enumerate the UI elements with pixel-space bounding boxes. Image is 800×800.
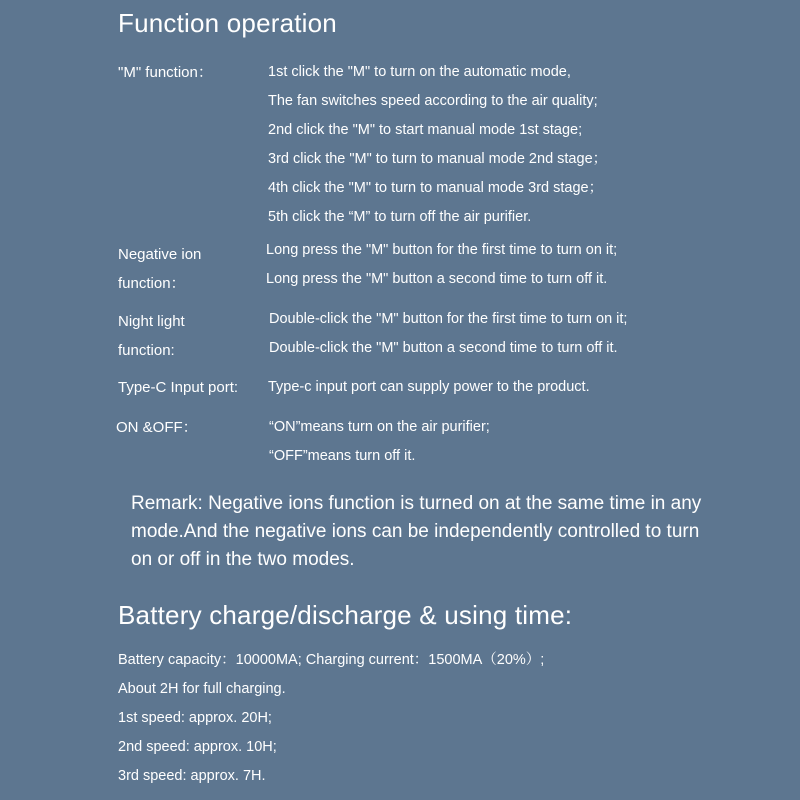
m-function-line: 5th click the “M” to turn off the air purifier. bbox=[268, 209, 532, 225]
negative-ion-label bbox=[118, 240, 201, 298]
night-light-label bbox=[118, 307, 185, 365]
battery-heading: Battery charge/discharge & using time: bbox=[118, 600, 573, 630]
battery-line: About 2H for full charging. bbox=[118, 681, 286, 697]
m-function-line: 3rd click the "M" to turn to manual mode 2nd stage； bbox=[268, 151, 608, 167]
type-c-text: Type-c input port can supply power to the product. bbox=[268, 379, 590, 395]
night-light-line: Double-click the "M" button a second time to turn off it. bbox=[269, 340, 618, 356]
negative-ion-line: Long press the "M" button a second time to turn off it. bbox=[266, 271, 608, 287]
battery-line: 3rd speed: approx. 7H. bbox=[118, 768, 266, 784]
function-heading: Function operation bbox=[118, 8, 337, 38]
negative-ion-label-line1: Negative ion bbox=[118, 246, 202, 263]
negative-ion-line: Long press the "M" button for the first time to turn on it; bbox=[266, 242, 618, 258]
m-function-line: 4th click the "M" to turn to manual mode 3rd stage； bbox=[268, 180, 604, 196]
night-light-lines bbox=[269, 305, 627, 363]
night-light-label-line2: function: bbox=[118, 342, 175, 359]
negative-ion-label-line2: function： bbox=[118, 275, 186, 292]
night-light-line: Double-click the "M" button for the first time to turn on it; bbox=[269, 311, 628, 327]
remark: Remark: Negative ions function is turned on at the same time in any mode.And the negative ions can be independently controlled to turn on or off in the two modes. bbox=[131, 493, 702, 570]
night-light-label-line1: Night light bbox=[118, 313, 185, 330]
battery-lines bbox=[118, 646, 544, 791]
m-function-label: "M" function： bbox=[118, 64, 213, 81]
negative-ion-lines bbox=[266, 236, 617, 294]
m-function-line: 2nd click the "M" to start manual mode 1st stage; bbox=[268, 122, 583, 138]
m-function-line: 1st click the "M" to turn on the automatic mode, bbox=[268, 64, 571, 80]
battery-line: Battery capacity：10000MA; Charging current：1500MA（20%）; bbox=[118, 652, 545, 668]
on-off-line: “ON”means turn on the air purifier; bbox=[269, 419, 490, 435]
m-function-lines bbox=[268, 58, 607, 232]
on-off-line: “OFF”means turn off it. bbox=[269, 448, 416, 464]
type-c-label: Type-C Input port: bbox=[118, 379, 239, 396]
battery-line: 1st speed: approx. 20H; bbox=[118, 710, 272, 726]
battery-line: 2nd speed: approx. 10H; bbox=[118, 739, 277, 755]
on-off-lines bbox=[269, 413, 490, 471]
on-off-label: ON &OFF： bbox=[116, 419, 198, 436]
m-function-line: The fan switches speed according to the air quality; bbox=[268, 93, 598, 109]
